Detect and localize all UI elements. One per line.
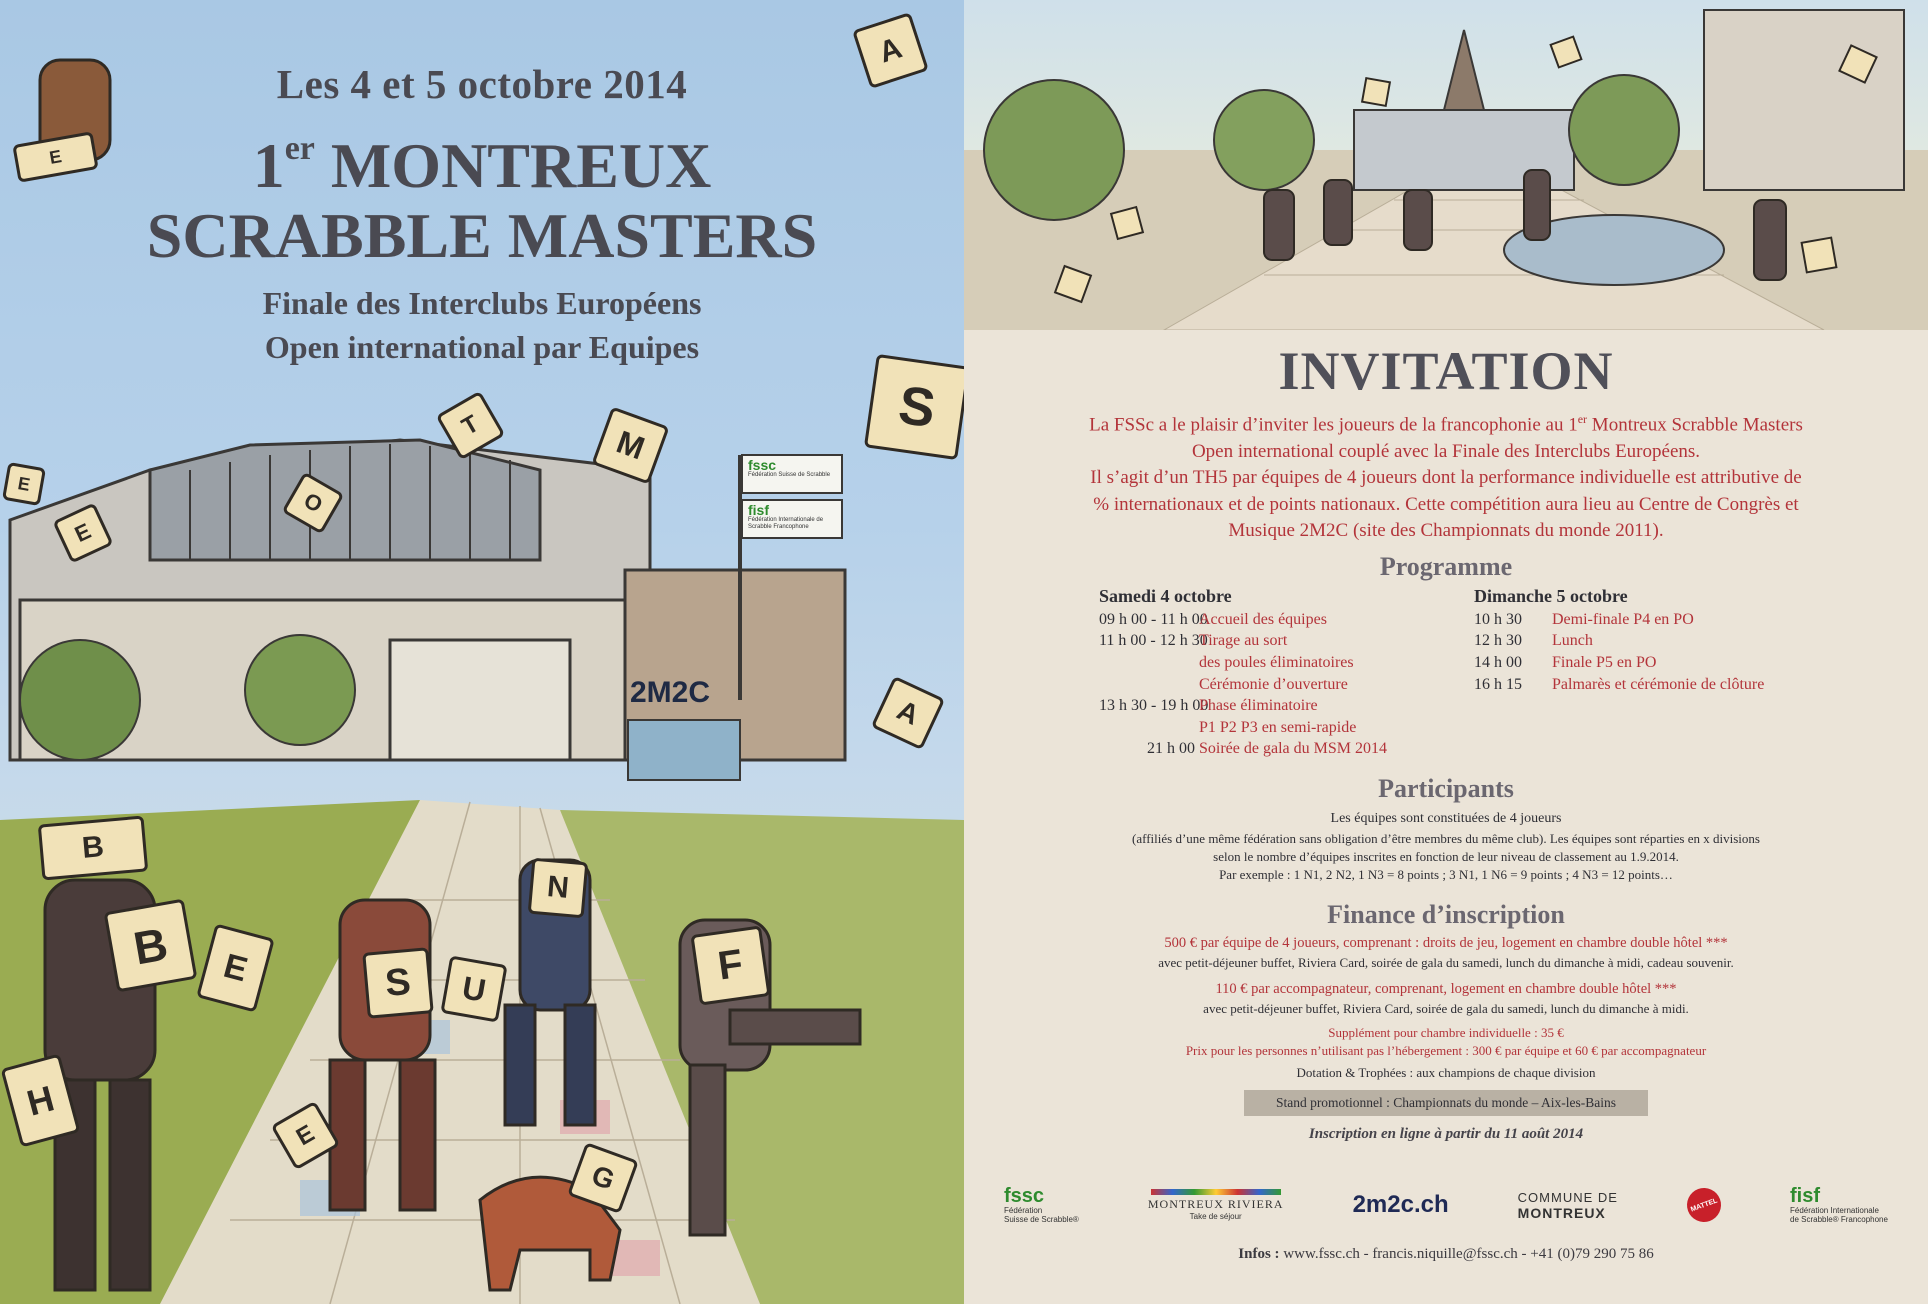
riviera-flag-bar [1151, 1189, 1281, 1195]
event-subtitle-1: Finale des Interclubs Européens [262, 285, 702, 321]
scrabble-tile: E [12, 131, 98, 182]
programme-event: Cérémonie d’ouverture [1199, 676, 1348, 693]
infos-text[interactable]: www.fssc.ch - francis.niquille@fssc.ch - +41 (0)79 290 75 86 [1279, 1246, 1654, 1262]
intro-line-1b: Montreux Scrabble Masters [1587, 414, 1803, 436]
finance-title: Finance d’inscription [1327, 900, 1565, 929]
inscription-note: Inscription en ligne à partir du 11 août 2014 [1308, 1126, 1584, 1142]
scrabble-tile: E [52, 502, 113, 563]
invitation-illustration [964, 0, 1928, 330]
programme-row [1099, 740, 1439, 758]
saturday-heading: Samedi 4 octobre [1099, 586, 1232, 606]
flag-fssc-label: fssc [748, 457, 777, 473]
intro-line-3: Il s’agit d’un TH5 par équipes de 4 joueurs dont la performance individuelle est attributive de [1090, 467, 1802, 489]
logo-fssc-sub1: Fédération [1004, 1206, 1043, 1215]
scrabble-tile: H [1, 1053, 81, 1147]
finance-line-7: Dotation & Trophées : aux champions de chaque division [1296, 1065, 1596, 1080]
logo-fssc-label: fssc [1004, 1185, 1045, 1207]
scrabble-tile: E [196, 923, 275, 1012]
programme-event: Tirage au sort [1199, 632, 1288, 649]
scrabble-tile: T [436, 391, 506, 461]
programme-row [1099, 676, 1439, 694]
event-date: Les 4 et 5 octobre 2014 [276, 61, 688, 107]
finance-line-6: Prix pour les personnes n’utilisant pas l’hébergement : 300 € par équipe et 60 € par accompagnateur [1185, 1043, 1707, 1058]
sunday-heading: Dimanche 5 octobre [1474, 586, 1628, 606]
finance-line-4: avec petit-déjeuner buffet, Riviera Card, soirée de gala du samedi, lunch du dimanche à midi. [1203, 1001, 1689, 1016]
flag-fssc [748, 458, 838, 479]
programme-event: Palmarès et cérémonie de clôture [1552, 676, 1765, 693]
logo-2m2c [1352, 1191, 1449, 1218]
invitation-title: INVITATION [1278, 341, 1614, 401]
programme-time: 10 h 30 [1474, 611, 1522, 628]
programme-event: des poules éliminatoires [1199, 654, 1354, 671]
programme-row [1099, 632, 1439, 650]
scrabble-tile: G [567, 1142, 639, 1214]
programme-row [1474, 632, 1814, 650]
finance-line-3: 110 € par accompagnateur, comprenant, logement en chambre double hôtel *** [1215, 981, 1677, 997]
scrabble-tile: B [38, 815, 148, 880]
programme-row [1474, 676, 1814, 694]
logo-fssc-sub2: Suisse de Scrabble® [1004, 1215, 1079, 1224]
logo-commune-montreux [1518, 1190, 1618, 1221]
logo-fssc [1004, 1186, 1079, 1224]
programme-row [1099, 697, 1439, 715]
programme-event: Demi-finale P4 en PO [1552, 611, 1694, 628]
programme-time: 16 h 15 [1474, 676, 1522, 693]
programme-row [1474, 654, 1814, 672]
programme-row [1099, 719, 1439, 737]
logo-fisf-sub1: Fédération Internationale [1790, 1206, 1879, 1215]
scrabble-tile: O [282, 472, 345, 535]
contact-infos [964, 1246, 1928, 1263]
intro-line-2: Open international couplé avec la Finale des Interclubs Européens. [1191, 440, 1701, 462]
invitation-panel [964, 0, 1928, 1304]
flag-fisf-sub: Fédération Internationale de Scrabble Francophone [748, 517, 824, 530]
invitation-intro [1004, 406, 1888, 545]
programme-event: Accueil des équipes [1199, 611, 1327, 628]
scrabble-tile: U [440, 955, 507, 1022]
programme-row [1474, 611, 1814, 629]
infos-label: Infos : [1238, 1246, 1280, 1262]
programme-title: Programme [1379, 552, 1513, 581]
programme-time: 13 h 30 - 19 h 00 [1099, 697, 1209, 714]
programme-event: Soirée de gala du MSM 2014 [1199, 740, 1387, 757]
participants-title: Participants [1378, 774, 1514, 803]
participants-line-4: Par exemple : 1 N1, 2 N2, 1 N3 = 8 points ; 3 N1, 1 N6 = 9 points ; 4 N3 = 12 points… [1219, 867, 1673, 882]
logo-fisf-sub2: de Scrabble® Francophone [1790, 1215, 1888, 1224]
scrabble-tile: S [864, 354, 964, 460]
programme-event: Finale P5 en PO [1552, 654, 1657, 671]
participants-line-1: Les équipes sont constituées de 4 joueurs [1330, 811, 1562, 826]
event-title-line2: SCRABBLE MASTERS [146, 200, 818, 271]
scrabble-tile: M [591, 406, 669, 484]
logo-fisf [1790, 1186, 1888, 1224]
scrabble-tile: E [271, 1101, 341, 1171]
programme-time: 12 h 30 [1474, 632, 1522, 649]
finance-line-2: avec petit-déjeuner buffet, Riviera Card, soirée de gala du samedi, lunch du dimanche à midi, cadeau souvenir. [1158, 955, 1734, 970]
flag-fisf [748, 503, 840, 531]
programme-event: Lunch [1552, 632, 1593, 649]
logo-riviera-label: MONTREUX RIVIERA [1147, 1197, 1284, 1211]
logo-montreux-riviera [1148, 1189, 1284, 1221]
scrabble-tile: A [871, 676, 945, 750]
building-sign: 2M2C [630, 676, 711, 709]
programme-row [1099, 611, 1439, 629]
programme-event: P1 P2 P3 en semi-rapide [1199, 719, 1357, 736]
logo-2m2c-label: 2m2c.ch [1352, 1191, 1449, 1218]
stand-banner: Stand promotionnel : Championnats du monde – Aix-les-Bains [1244, 1090, 1648, 1116]
participants-line-3: selon le nombre d’équipes inscrites en fonction de leur niveau de classement au 1.9.2014. [1213, 849, 1679, 864]
programme-time: 21 h 00 [1147, 740, 1195, 757]
scrabble-tile: F [690, 925, 770, 1005]
title-ordinal-sup: er [284, 130, 315, 167]
event-subtitle-2: Open international par Equipes [264, 329, 700, 365]
intro-line-1a: La FSSc a le plaisir d’inviter les joueurs de la francophonie au 1 [1089, 414, 1578, 436]
intro-line-1-sup: er [1577, 412, 1588, 426]
programme-event: Phase éliminatoire [1199, 697, 1318, 714]
flag-fssc-sub: Fédération Suisse de Scrabble [748, 472, 831, 478]
intro-line-5: Musique 2M2C (site des Championnats du monde 2011). [1228, 520, 1664, 542]
programme-time: 14 h 00 [1474, 654, 1522, 671]
logo-mattel: MATTEL [1682, 1183, 1726, 1227]
scrabble-tile: B [104, 899, 198, 993]
poster-header [0, 60, 964, 369]
programme-row [1099, 654, 1439, 672]
scrabble-tile: N [528, 858, 589, 919]
title-montreux: MONTREUX [314, 130, 712, 201]
participants-line-2: (affiliés d’une même fédération sans obligation d’être membres du même club). Les équipes sont réparties en x divisions [1132, 831, 1760, 846]
intro-line-1 [1004, 406, 1888, 439]
flag-fisf-label: fisf [748, 502, 769, 518]
logo-commune-line2: MONTREUX [1517, 1204, 1606, 1221]
scrabble-tile: A [852, 12, 929, 89]
event-title-line1 [0, 114, 964, 201]
logo-fisf-label: fisf [1790, 1185, 1820, 1207]
programme-time: 11 h 00 - 12 h 30 [1099, 632, 1208, 649]
intro-line-4: % internationaux et de points nationaux. Cette compétition aura lieu au Centre de Congrès et [1093, 493, 1799, 515]
sponsor-logos [1004, 1170, 1888, 1240]
logo-commune-line1: COMMUNE DE [1517, 1189, 1618, 1205]
invitation-scene-drawing [964, 0, 1928, 330]
title-ordinal: 1 [252, 130, 285, 201]
scrabble-tile: S [362, 947, 434, 1019]
finance-line-1: 500 € par équipe de 4 joueurs, comprenant : droits de jeu, logement en chambre double hôtel *** [1164, 935, 1728, 951]
programme-time: 09 h 00 - 11 h 00 [1099, 611, 1208, 628]
scrabble-tile: E [2, 462, 46, 506]
logo-riviera-sub: Take de séjour [1189, 1212, 1242, 1221]
finance-line-5: Supplément pour chambre individuelle : 35 € [1328, 1025, 1564, 1040]
